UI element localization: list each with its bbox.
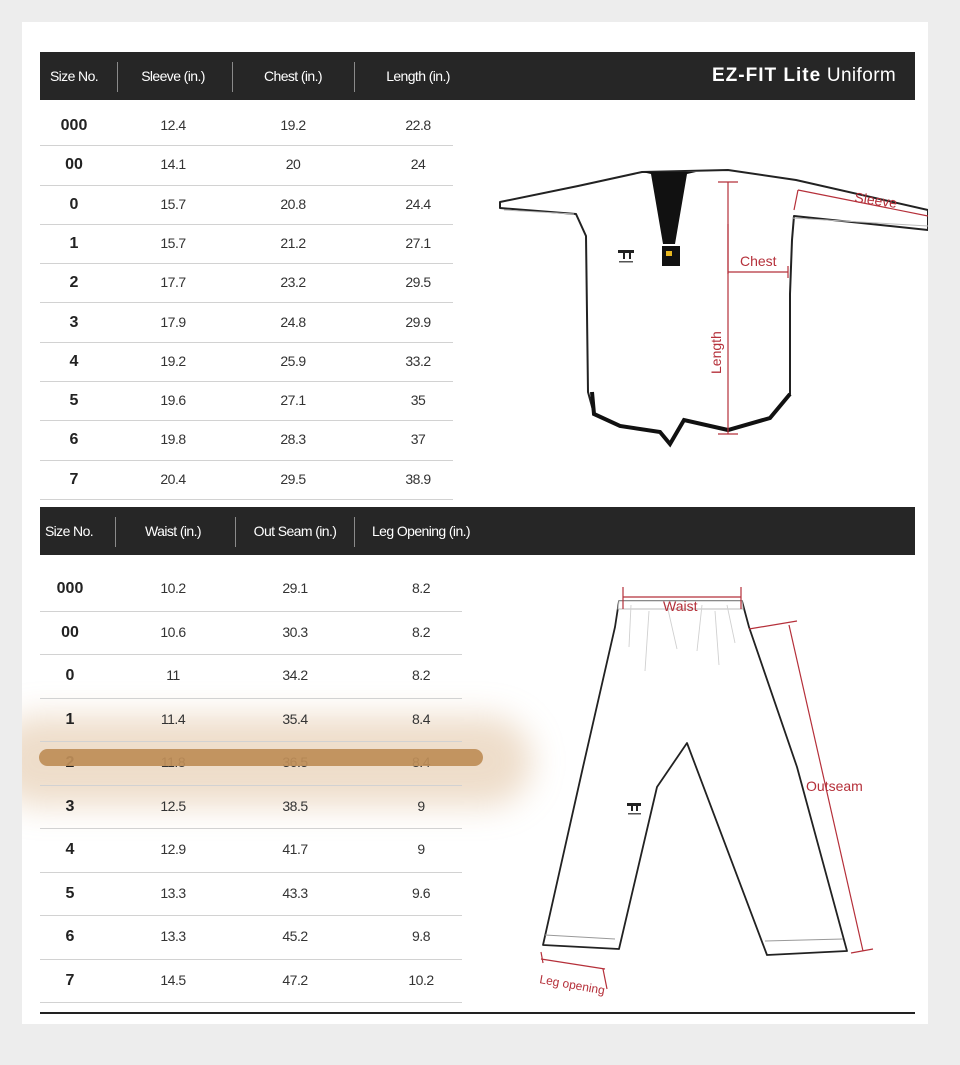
value-cell: 43.3	[282, 884, 308, 901]
brand-title	[712, 52, 896, 100]
size-cell: 6	[65, 928, 75, 945]
value-cell: 9	[417, 841, 425, 857]
value-cell: 8.4	[412, 710, 430, 727]
value-cell: 13.3	[160, 884, 186, 901]
value-cell: 21.2	[280, 234, 306, 251]
table-row	[40, 959, 462, 1004]
value-cell: 11	[166, 667, 180, 683]
top-table-header	[40, 52, 915, 100]
jacket-diagram	[492, 152, 928, 452]
value-cell: 38.5	[282, 797, 308, 814]
header-sleeve: Sleeve (in.)	[141, 68, 205, 84]
value-cell: 15.7	[160, 195, 186, 212]
table-row	[40, 106, 453, 146]
value-cell: 23.2	[280, 274, 306, 291]
size-cell: 4	[65, 841, 75, 858]
table-row	[40, 698, 462, 743]
table-row	[40, 567, 462, 612]
value-cell: 20.8	[280, 195, 306, 212]
highlight-bar	[39, 749, 483, 766]
value-cell: 29.1	[282, 580, 308, 596]
outseam-label: Outseam	[806, 778, 863, 794]
bottom-rule	[40, 1012, 915, 1014]
header-size: Size No.	[49, 68, 99, 84]
size-cell: 7	[69, 470, 79, 488]
value-cell: 19.6	[160, 392, 186, 409]
value-cell: 34.2	[282, 667, 308, 683]
value-cell: 27.1	[405, 234, 431, 251]
value-cell: 24.4	[405, 195, 431, 212]
value-cell: 17.9	[160, 313, 186, 330]
value-cell: 14.5	[160, 971, 186, 988]
size-cell: 1	[65, 710, 75, 728]
value-cell: 20	[285, 156, 301, 173]
table-row	[40, 381, 453, 421]
value-cell: 12.4	[160, 117, 186, 133]
value-cell: 19.2	[280, 117, 306, 133]
value-cell: 37	[410, 431, 426, 448]
value-cell: 9	[417, 797, 425, 814]
value-cell: 25.9	[280, 352, 306, 369]
table-row	[40, 303, 453, 343]
pants-outline	[543, 601, 847, 955]
value-cell: 19.2	[160, 352, 186, 369]
value-cell: 28.3	[280, 431, 306, 448]
value-cell: 9.8	[412, 928, 430, 944]
brand-name-light: Uniform	[826, 65, 897, 86]
table-row	[40, 224, 453, 264]
value-cell: 22.8	[405, 117, 431, 133]
value-cell: 13.3	[160, 928, 186, 944]
table-row	[40, 460, 453, 500]
value-cell: 8.2	[412, 580, 430, 596]
size-cell: 000	[56, 580, 84, 597]
header-divider	[354, 517, 355, 547]
header-outseam: Out Seam (in.)	[253, 523, 337, 539]
table-row	[40, 654, 462, 699]
value-cell: 29.9	[405, 313, 431, 330]
table-row	[40, 915, 462, 960]
value-cell: 35.4	[282, 710, 308, 727]
size-cell: 6	[69, 431, 79, 449]
size-cell: 1	[69, 234, 79, 252]
table-row	[40, 342, 453, 382]
value-cell: 14.1	[160, 156, 186, 173]
header-leg-opening: Leg Opening (in.)	[372, 523, 470, 539]
value-cell: 15.7	[160, 234, 186, 251]
value-cell: 11.4	[160, 710, 186, 727]
value-cell: 24.8	[280, 313, 306, 330]
size-cell: 00	[61, 623, 79, 641]
value-cell: 10.2	[160, 580, 186, 596]
size-cell: 00	[65, 156, 83, 174]
value-cell: 33.2	[405, 352, 431, 369]
value-cell: 19.8	[160, 431, 186, 448]
value-cell: 47.2	[282, 971, 308, 988]
value-cell: 12.5	[160, 797, 186, 814]
table-row	[40, 420, 453, 460]
value-cell: 8.2	[412, 623, 430, 640]
pants-diagram	[527, 567, 907, 1002]
size-cell: 5	[65, 884, 75, 902]
size-cell: 3	[69, 313, 79, 331]
value-cell: 35	[410, 392, 426, 409]
table-row	[40, 828, 462, 873]
brand-name-bold: EZ-FIT Lite	[712, 65, 822, 86]
table-row	[40, 263, 453, 303]
table-row	[40, 872, 462, 917]
value-cell: 10.6	[160, 623, 186, 640]
bottom-table-header	[40, 507, 915, 555]
size-cell: 3	[65, 797, 75, 815]
chest-label: Chest	[740, 253, 777, 269]
size-cell: 4	[69, 352, 79, 370]
value-cell: 41.7	[282, 841, 308, 857]
value-cell: 10.2	[408, 971, 434, 988]
size-cell: 2	[69, 274, 79, 292]
jacket-outline	[500, 170, 928, 444]
value-cell: 12.9	[160, 841, 186, 857]
jacket-tag-logo	[666, 251, 672, 256]
header-waist: Waist (in.)	[145, 523, 201, 539]
size-cell: 000	[60, 117, 88, 134]
size-chart-sheet	[22, 22, 928, 1024]
table-row	[40, 145, 453, 185]
table-row	[40, 185, 453, 225]
value-cell: 24	[410, 156, 426, 173]
value-cell: 27.1	[280, 392, 306, 409]
value-cell: 17.7	[160, 274, 186, 291]
size-cell: 0	[69, 195, 79, 213]
value-cell: 9.6	[412, 884, 430, 901]
value-cell: 30.3	[282, 623, 308, 640]
value-cell: 29.5	[280, 470, 306, 487]
table-row	[40, 785, 462, 830]
leg-opening-label: Leg opening	[538, 972, 606, 998]
size-cell: 7	[65, 971, 75, 989]
waist-label: Waist	[663, 598, 698, 614]
size-cell: 5	[69, 392, 79, 410]
size-cell: 0	[65, 667, 75, 684]
value-cell: 8.2	[412, 667, 430, 683]
table-row	[40, 611, 462, 656]
header-length: Length (in.)	[386, 68, 450, 84]
value-cell: 45.2	[282, 928, 308, 944]
length-label: Length	[708, 331, 724, 374]
value-cell: 29.5	[405, 274, 431, 291]
header-chest: Chest (in.)	[264, 68, 322, 84]
value-cell: 38.9	[405, 470, 431, 487]
value-cell: 20.4	[160, 470, 186, 487]
sleeve-label: Sleeve	[853, 189, 899, 211]
header-size: Size No.	[44, 523, 94, 539]
